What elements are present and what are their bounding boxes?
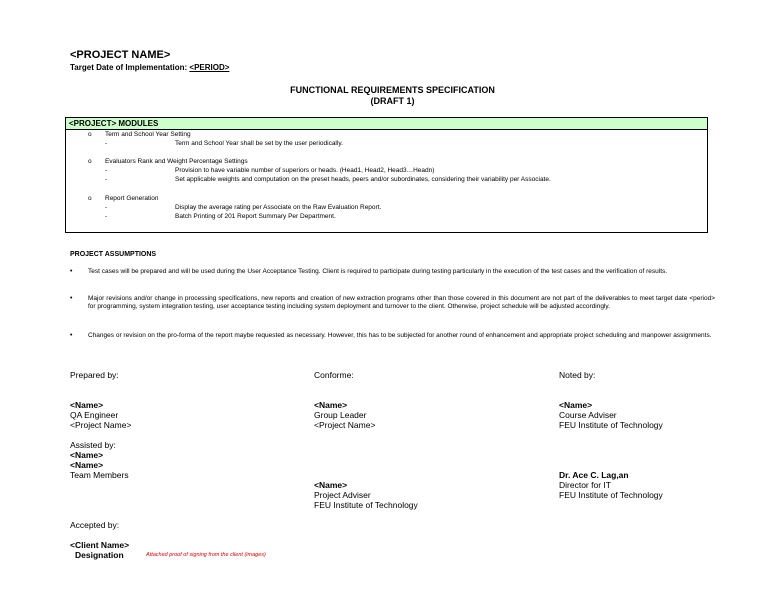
conforme-block [314, 400, 375, 430]
assumption-item: Test cases will be prepared and will be used during the User Acceptance Testing. Client is required to participate during testing particularly in the execution of the test cases and the verification of results. [88, 268, 668, 275]
detail-dash: - [105, 204, 108, 211]
title-line-1: FUNCTIONAL REQUIREMENTS SPECIFICATION [290, 85, 495, 95]
module-bullet: o [88, 195, 92, 202]
target-date [70, 63, 229, 72]
modules-heading: <PROJECT> MODULES [66, 118, 707, 130]
adviser-name: <Name> [314, 480, 348, 490]
modules-section [65, 117, 708, 233]
assumption-bullet: • [70, 332, 73, 339]
noted-by-label: Noted by: [559, 370, 596, 380]
assumption-bullet: • [70, 268, 73, 275]
detail-dash: - [105, 213, 108, 220]
module-detail: Display the average rating per Associate on the Raw Evaluation Report. [175, 204, 382, 211]
assistant-role: Team Members [70, 470, 129, 480]
module-title: Report Generation [105, 195, 159, 202]
assumption-item: Changes or revision on the pro-forma of the report maybe requested as necessary. However, this has to be subjected for another round of enhancement and appropriate project scheduling and manpower assignments. [88, 332, 712, 339]
module-detail: Set applicable weights and computation on the preset heads, peers and/or subordinates, considering their variability per Associate. [175, 176, 551, 183]
conforme-role: Group Leader [314, 410, 367, 420]
prepared-name: <Name> [70, 400, 104, 410]
detail-dash: - [105, 167, 108, 174]
noted-block [559, 400, 663, 430]
noted-role: Course Adviser [559, 410, 617, 420]
director-org: FEU Institute of Technology [559, 490, 663, 500]
prepared-by-label: Prepared by: [70, 370, 119, 380]
client-name: <Client Name> [70, 540, 130, 550]
assisted-by-label: Assisted by: [70, 440, 116, 450]
detail-dash: - [105, 176, 108, 183]
project-name: <PROJECT NAME> [70, 49, 171, 61]
assumption-bullet: • [70, 295, 73, 302]
assumption-item: Major revisions and/or change in processing specifications, new reports and creation of new extraction programs other than those covered in this document are not part of the deliverables to meet target date <period> for programming, system integration testing, user acceptance testing including system deployment and turnover to the client. Otherwise, project schedule will be adjusted accordingly. [88, 295, 715, 310]
assumptions-title: PROJECT ASSUMPTIONS [70, 251, 157, 258]
module-bullet: o [88, 158, 92, 165]
assistant-name: <Name> [70, 460, 104, 470]
document-title [0, 85, 768, 107]
module-detail: Batch Printing of 201 Report Summary Per Department. [175, 213, 336, 220]
director-role: Director for IT [559, 480, 611, 490]
module-detail: Term and School Year shall be set by the user periodically. [175, 140, 343, 147]
target-label: Target Date of Implementation: [70, 63, 190, 72]
detail-dash: - [105, 140, 108, 147]
conforme-name: <Name> [314, 400, 348, 410]
assisted-block [70, 440, 129, 480]
director-name: Dr. Ace C. Lag,an [559, 470, 629, 480]
designation: Designation [75, 550, 124, 560]
target-period: <PERIOD> [189, 63, 230, 72]
noted-name: <Name> [559, 400, 593, 410]
director-block [559, 470, 663, 500]
prepared-project: <Project Name> [70, 420, 132, 430]
accepted-by-label: Accepted by: [70, 520, 120, 530]
module-title: Evaluators Rank and Weight Percentage Settings [105, 158, 248, 165]
module-title: Term and School Year Setting [105, 131, 191, 138]
module-detail: Provision to have variable number of superiors or heads. (Head1, Head2, Head3…Headn) [175, 167, 435, 174]
conforme-project: <Project Name> [314, 420, 376, 430]
module-bullet: o [88, 131, 92, 138]
prepared-block [70, 400, 131, 430]
conforme-label: Conforme: [314, 370, 354, 380]
adviser-block [314, 480, 418, 510]
title-line-2: (DRAFT 1) [370, 96, 415, 106]
adviser-org: FEU Institute of Technology [314, 500, 418, 510]
noted-org: FEU Institute of Technology [559, 420, 663, 430]
assistant-name: <Name> [70, 450, 104, 460]
attachment-note: Attached proof of signing from the client (images) [146, 552, 266, 558]
prepared-role: QA Engineer [70, 410, 119, 420]
adviser-role: Project Adviser [314, 490, 371, 500]
